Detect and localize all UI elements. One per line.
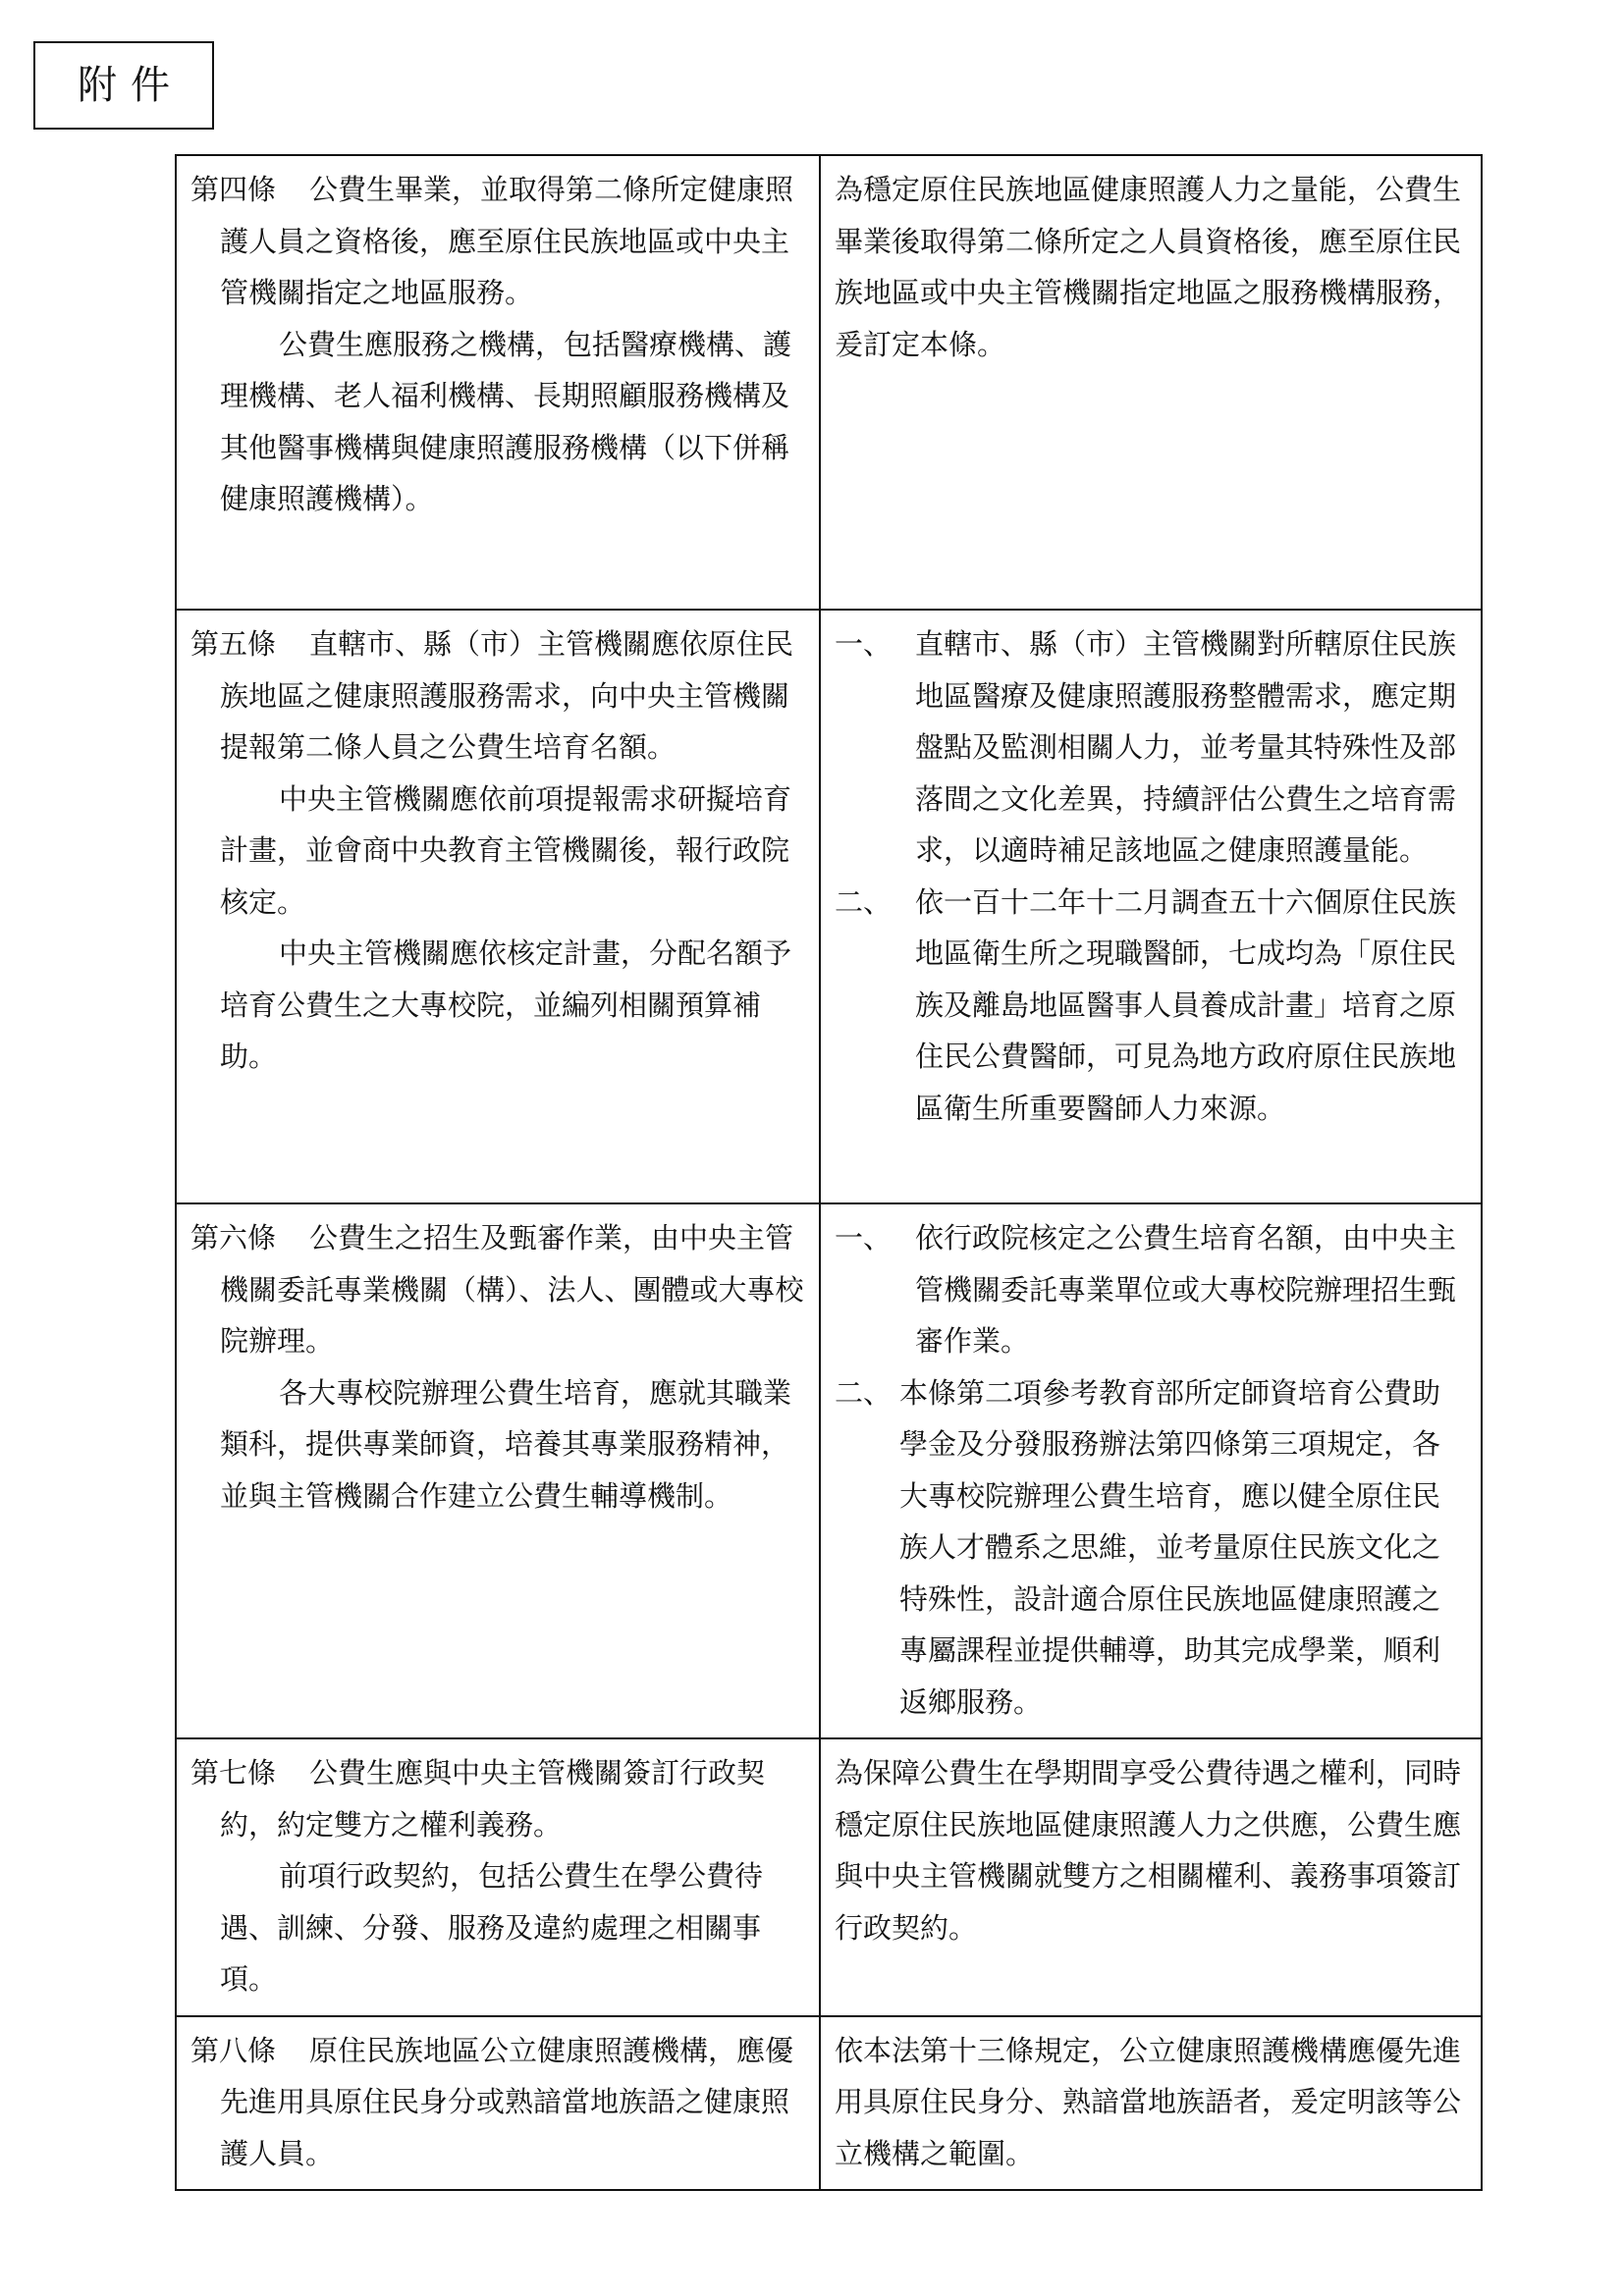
law-text-cell xyxy=(176,155,820,610)
explanation-cell xyxy=(820,1738,1482,2016)
article-paragraph: 前項行政契約，包括公費生在學公費待遇、訓練、分發、服務及違約處理之相關事項。 xyxy=(220,1859,764,1996)
article-paragraph: 公費生應服務之機構，包括醫療機構、護理機構、老人福利機構、長期照顧服務機構及其他醫事機構與健康照護服務機構（以下併稱健康照護機構）。 xyxy=(220,327,792,515)
item-text: 本條第二項參考教育部所定師資培育公費助學金及分發服務辦法第四條第三項規定，各大專校院辦理公費生培育，應以健全原住民族人才體系之思維，並考量原住民族文化之特殊性，設計適合原住民族地區健康照護之專屬課程並提供輔導，助其完成學業，順利返鄉服務。 xyxy=(899,1375,1441,1719)
law-text-cell xyxy=(176,1203,820,1738)
article-number: 第五條 xyxy=(190,627,277,661)
attachment-label: 附件 xyxy=(33,41,214,130)
article-text: 原住民族地區公立健康照護機構，應優先進用具原住民身分或熟諳當地族語之健康照護人員。 xyxy=(220,2033,794,2170)
explanation-cell xyxy=(820,155,1482,610)
explanation-text: 為保障公費生在學期間享受公費待遇之權利，同時穩定原住民族地區健康照護人力之供應，公費生應與中央主管機關就雙方之相關權利、義務事項簽訂行政契約。 xyxy=(835,1756,1462,1945)
article-paragraph xyxy=(190,1747,805,1850)
table-row xyxy=(176,1203,1482,1738)
explanation-cell xyxy=(820,1203,1482,1738)
article-paragraph: 中央主管機關應依前項提報需求研擬培育計畫，並會商中央教育主管機關後，報行政院核定。 xyxy=(220,781,792,919)
article-number: 第七條 xyxy=(190,1756,277,1789)
regulation-table xyxy=(175,154,1483,2191)
table-row xyxy=(176,155,1482,610)
article-text: 公費生畢業，並取得第二條所定健康照護人員之資格後，應至原住民族地區或中央主管機關指定之地區服務。 xyxy=(220,173,794,309)
article-number: 第六條 xyxy=(190,1221,277,1255)
article-paragraph xyxy=(190,618,805,774)
article-paragraph xyxy=(190,1212,805,1367)
explanation-text: 依本法第十三條規定，公立健康照護機構應優先進用具原住民身分、熟諳當地族語者，爰定明該等公立機構之範圍。 xyxy=(835,2033,1462,2170)
explanation-text: 為穩定原住民族地區健康照護人力之量能，公費生畢業後取得第二條所定之人員資格後，應至原住民族地區或中央主管機關指定地區之服務機構服務，爰訂定本條。 xyxy=(835,173,1462,361)
law-text-cell xyxy=(176,2016,820,2191)
article-paragraph: 各大專校院辦理公費生培育，應就其職業類科，提供專業師資，培養其專業服務精神，並與主管機關合作建立公費生輔導機制。 xyxy=(220,1375,792,1513)
explanation-item xyxy=(835,1367,1467,1729)
article-text: 公費生之招生及甄審作業，由中央主管機關委託專業機關（構）、法人、團體或大專校院辦理。 xyxy=(220,1221,804,1358)
explanation-cell xyxy=(820,610,1482,1203)
explanation-item xyxy=(835,1212,1467,1367)
article-number: 第八條 xyxy=(190,2033,277,2067)
table-row xyxy=(176,610,1482,1203)
item-number: 二、 xyxy=(835,1375,893,1410)
table-row xyxy=(176,2016,1482,2191)
item-text: 直轄市、縣（市）主管機關對所轄原住民族地區醫療及健康照護服務整體需求，應定期盤點及監測相關人力，並考量其特殊性及部落間之文化差異，持續評估公費生之培育需求，以適時補足該地區之健康照護量能。 xyxy=(915,627,1457,867)
article-paragraph: 中央主管機關應依核定計畫，分配名額予培育公費生之大專校院，並編列相關預算補助。 xyxy=(220,936,792,1073)
article-number: 第四條 xyxy=(190,173,277,206)
law-text-cell xyxy=(176,1738,820,2016)
explanation-cell xyxy=(820,2016,1482,2191)
article-paragraph xyxy=(190,164,805,319)
law-text-cell xyxy=(176,610,820,1203)
article-paragraph xyxy=(190,2025,805,2180)
item-text: 依行政院核定之公費生培育名額，由中央主管機關委託專業單位或大專校院辦理招生甄審作業。 xyxy=(915,1221,1457,1358)
explanation-item xyxy=(835,618,1467,877)
item-number: 一、 xyxy=(835,1221,893,1255)
item-number: 一、 xyxy=(835,627,893,661)
explanation-item xyxy=(835,877,1467,1135)
item-number: 二、 xyxy=(835,884,893,919)
item-text: 依一百十二年十二月調查五十六個原住民族地區衛生所之現職醫師，七成均為「原住民族及離島地區醫事人員養成計畫」培育之原住民公費醫師，可見為地方政府原住民族地區衛生所重要醫師人力來源。 xyxy=(915,884,1457,1125)
table-row xyxy=(176,1738,1482,2016)
article-text: 直轄市、縣（市）主管機關應依原住民族地區之健康照護服務需求，向中央主管機關提報第二條人員之公費生培育名額。 xyxy=(220,627,794,764)
article-text: 公費生應與中央主管機關簽訂行政契約，約定雙方之權利義務。 xyxy=(220,1756,766,1842)
